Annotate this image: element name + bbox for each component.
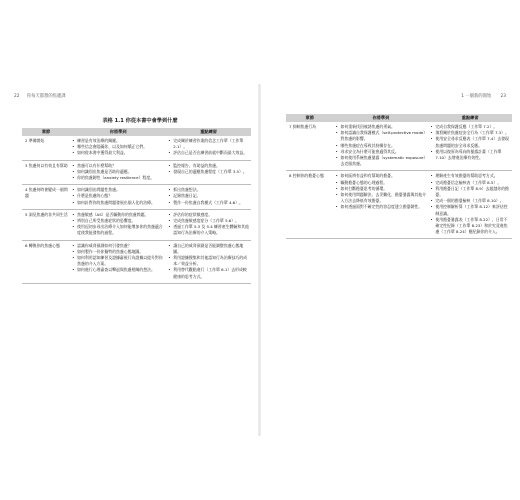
learn-item: • 使用逗初步尋出治療介入如何能增加你的焦慮適合度使我能發焦的過程。: [72, 224, 164, 236]
chapter-cell: 7 抑制焦慮行為: [286, 122, 333, 171]
learn-cell: [70, 209, 166, 240]
practice-item: • 利用證據搜集和其他認知行為治療技巧的成本／效益分析。: [168, 255, 249, 267]
learn-item: • 如何利用認知練習及證據審視行為證據以提升對你焦慮的介入方案。: [72, 255, 164, 267]
learn-item: • 尋求安全為什麼可能會適得其反。: [335, 149, 426, 155]
chapter-cell: 5 洞見焦慮的非共同生活: [22, 209, 70, 240]
practice-item: • 使用控制解析算（工作單 8.12）來評估控制意識。: [430, 204, 510, 216]
practice-cell: [166, 160, 251, 185]
right-page: [262, 84, 520, 436]
practice-cell: [166, 240, 251, 283]
chapter-cell: 8 控制你的擔憂心態: [286, 171, 333, 239]
left-running-header: [14, 93, 66, 99]
left-running-head: 你每天都想的焦慮課: [26, 94, 66, 99]
practice-item: • 使用安全尋求反應表（工作單 7.4）去發現焦慮問題的安全尋求反應。: [430, 136, 510, 148]
practice-item: • 監控報告，有助益的焦慮。: [168, 163, 249, 169]
learn-item: • 練習是有效治療的關鍵。: [72, 138, 164, 144]
col-header-chapter: 章節: [22, 128, 70, 136]
chapter-cell: 6 轉換你的焦慮心態: [22, 240, 70, 283]
practice-cell: [166, 136, 251, 160]
practice-item: • 評估你的症狀敏感度。: [168, 212, 249, 218]
learn-item: • 如何製作一份你獨特的焦慮心態地圖。: [72, 249, 164, 255]
practice-item: • 完成關於練習作業的信念工作單（工作單 2.1）。: [168, 138, 249, 150]
learn-item: • 哪些信念會阻礙你，以及如何矯正它們。: [72, 144, 164, 150]
table-row: [286, 171, 512, 239]
practice-item: • 完成擔憂信念檢核表（工作單 8.5）。: [430, 180, 510, 186]
chapter-table-right: [286, 114, 512, 239]
right-chapter-label: 1 一個新的開始: [461, 94, 492, 99]
practice-item: • 使用擔憂暴露表（工作單 8.22），日常不確定性紀錄（工作單 8.23）和於究竟進焦慮（工作單 8.24）應紀錄你的介入。: [430, 217, 510, 236]
table-row: [22, 185, 251, 210]
book-spread: [0, 84, 520, 436]
learn-item: • 如何透過面對不確定性的容忍度建立擔憂韌性。: [335, 204, 426, 210]
practice-item: • 評估自己是否在練習前就中斷而最大效益。: [168, 150, 249, 156]
practice-item: • 製作一份焦慮自我模式（工作單 4.6）。: [168, 200, 249, 206]
table-row: [22, 240, 251, 283]
learn-item: • 如何進行心理審查以擊退與焦慮相關的想法。: [72, 267, 164, 273]
practice-cell: [166, 209, 251, 240]
table-row: [22, 136, 251, 160]
learn-item: • 如何識別出焦慮是否助你適應。: [72, 169, 164, 175]
chapter-cell: 4 焦慮何時會變成一個問題: [22, 185, 70, 210]
learn-item: • 焦慮敏感（AS）是否驅動你的焦慮問題。: [72, 212, 164, 218]
practice-item: • 利用替代觀點進行（工作單 6.1）去形成較健康的思考方式。: [168, 267, 249, 279]
practice-item: • 發現自己的適應焦慮程度（工作單 3.5）。: [168, 169, 249, 175]
chapter-cell: 2 準備開始: [22, 136, 70, 160]
learn-cell: [70, 185, 166, 210]
book-gutter: [258, 84, 261, 436]
practice-item: • 使用以復原為導向的暴露計畫（工作單 7.10）去增進治療有效性。: [430, 149, 510, 161]
col-header-practice: 重點練習: [428, 114, 512, 122]
learn-cell: [70, 160, 166, 185]
practice-cell: [166, 185, 251, 210]
learn-item: • 如何針對你的焦慮問題發展出個人化的治療。: [72, 200, 164, 206]
practice-item: • 完成自我保護反應（工作單 7.2）。: [430, 124, 510, 130]
practice-cell: [428, 122, 512, 171]
learn-item: • 驅動擔憂心態的心理過程。: [335, 180, 426, 186]
learn-item: • 如何識別出問題性焦慮。: [72, 187, 164, 193]
practice-cell: [428, 171, 512, 239]
practice-item: • 利用擔憂日記（工作單 8.9）去超越你的擔憂。: [430, 186, 510, 198]
table-row: [286, 122, 512, 171]
practice-item: • 抓出焦慮想法。: [168, 187, 249, 193]
practice-item: • 記錄焦慮日記。: [168, 193, 249, 199]
right-page-number: 23: [500, 94, 506, 99]
practice-item: • 完成焦慮敏感度症分（工作單 5.6）。: [168, 218, 249, 224]
learn-item: • 什麼是焦慮的心態？: [72, 193, 164, 199]
learn-item: • 如何區辨有益和有幫助的擔憂。: [335, 173, 426, 179]
col-header-learn: 你將學到: [333, 114, 428, 122]
learn-item: • 如何重新找回被誘焦慮的勇氣。: [335, 124, 426, 130]
table-caption: 表格 1.1 你從本書中會學到什麼: [102, 118, 178, 124]
learn-item: • 焦慮可以有什麼幫助？: [72, 163, 164, 169]
practice-item: • 讓自己的威脅預測是否能調整焦慮心態地圖。: [168, 243, 249, 255]
practice-item: • 理解產生有效擔憂的幫助思考方式。: [430, 173, 510, 179]
learn-item: • 如何認識自我保護模式（self-protective mode）對焦慮的影響。: [335, 130, 426, 142]
practice-item: • 填寫關於焦慮症安全行為（工作單 7.3）。: [430, 130, 510, 136]
learn-item: • 如何打斷擔憂思考的循環。: [335, 186, 426, 192]
practice-item: • 透過工作單 5.3 及 5.4 練習產生體驗和其他認知行為治療的介入策略。: [168, 224, 249, 236]
learn-cell: [70, 240, 166, 283]
learn-item: • 如何使用系統焦慮暴露（systematic exposure）去克服焦慮。: [335, 155, 426, 167]
col-header-practice: 重點練習: [166, 128, 251, 136]
table-row: [22, 209, 251, 240]
learn-item: • 你的焦慮韌性（anxiety resilience）程度。: [72, 175, 164, 181]
learn-item: • 辨別自己所受焦慮症狀的恐懼度。: [72, 218, 164, 224]
learn-item: • 如何使用問題解決、去災難化、擔憂暴露與其他介入方法去降低有效擔憂。: [335, 192, 426, 204]
table-header-row: [22, 128, 251, 136]
learn-item: • 如何從本書中獲得最大利益。: [72, 150, 164, 156]
right-running-header: [461, 93, 506, 99]
learn-item: • 認識你威脅預測如何引發焦慮？: [72, 243, 164, 249]
table-header-row: [286, 114, 512, 122]
practice-item: • 完成一個的擔憂檢核（工作單 8.10）。: [430, 198, 510, 204]
left-page-number: 22: [14, 94, 20, 99]
col-header-chapter: 章節: [286, 114, 333, 122]
col-header-learn: 你將學到: [70, 128, 166, 136]
table-row: [22, 160, 251, 185]
learn-cell: [70, 136, 166, 160]
left-page: [0, 84, 256, 436]
chapter-cell: 3 焦慮何以有效且有幫助: [22, 160, 70, 185]
learn-cell: [333, 171, 428, 239]
learn-cell: [333, 122, 428, 171]
chapter-table-left: [22, 128, 251, 284]
learn-item: • 哪些焦慮症在導致其持續存在。: [335, 143, 426, 149]
